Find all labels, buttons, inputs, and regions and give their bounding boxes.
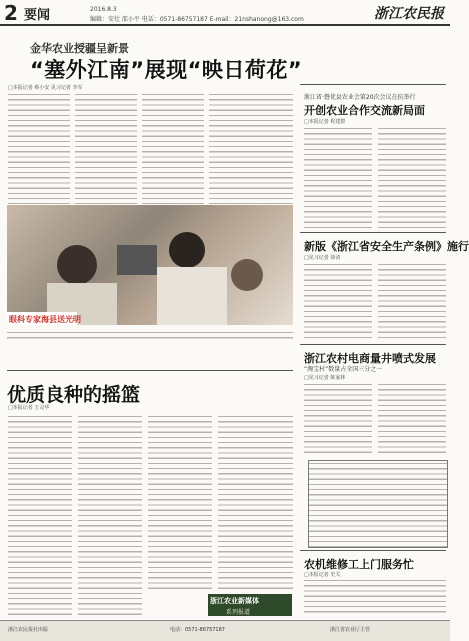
right-text-3b <box>378 382 446 456</box>
lead-photo-image <box>7 205 293 325</box>
right-text-2b <box>378 262 446 340</box>
right-text-4 <box>304 578 446 616</box>
right-rule-1 <box>300 84 446 85</box>
mid-text-col-3 <box>148 414 212 590</box>
lead-text-col-4 <box>209 92 293 204</box>
footer-left: 浙江农民报社出版 <box>8 627 49 633</box>
right-subtitle-1: 浙江省·磐优县农业会第20次会议在抗举行 <box>304 94 416 101</box>
right-headline-1: 开创农业合作交流新局面 <box>304 104 425 117</box>
mid-byline: □本报记者 王灵华 <box>8 405 50 411</box>
right-text-3a <box>304 382 372 456</box>
right-boxed-note <box>308 460 448 548</box>
footer-mid: 电话：0571-86757187 <box>170 627 225 633</box>
lead-text-col-3 <box>142 92 204 204</box>
page-number: 2 <box>4 1 18 25</box>
footer-right: 浙江省农业厅主管 <box>330 627 371 633</box>
right-headline-4: 农机维修工上门服务忙 <box>304 558 414 571</box>
right-rule-3 <box>300 344 446 345</box>
section-title: 要闻 <box>24 8 51 23</box>
right-headline-3: 浙江农村电商量井喷式发展 <box>304 352 436 365</box>
mid-rule <box>7 370 293 371</box>
lead-text-col-1 <box>8 92 70 204</box>
lead-photo <box>7 205 293 325</box>
lead-text-col-2 <box>75 92 137 204</box>
page-footer <box>0 620 450 641</box>
lead-byline: □本报记者 蔡小安 见习记者 李军 <box>8 85 83 91</box>
date-line: 2016.8.3 <box>90 6 117 13</box>
editor-line: 编辑：安灶 邵小平 电话：0571-86757187 E-mail：21nshanong@163.com <box>90 16 304 23</box>
right-subtitle-3: “淘宝村”数量占全国三分之一 <box>304 366 383 373</box>
mid-text-col-4 <box>218 414 293 590</box>
right-byline-4: □本报记者 史关 <box>304 572 341 578</box>
lead-deck: 金华农业授疆呈新景 <box>30 42 129 55</box>
mid-text-col-1 <box>8 414 72 616</box>
right-rule-4 <box>300 550 446 551</box>
right-text-1b <box>378 126 446 228</box>
right-rule-2 <box>300 232 446 233</box>
right-text-2a <box>304 262 372 340</box>
right-byline-3: □见习记者 陈家林 <box>304 375 346 381</box>
ad-title: 浙江农业新媒体 <box>210 597 259 605</box>
right-text-1a <box>304 126 372 228</box>
mid-headline: 优质良种的摇篮 <box>7 384 141 406</box>
right-headline-2: 新版《浙江省安全生产条例》施行 <box>304 240 469 253</box>
right-byline-1: □本报记者 程建群 <box>304 119 346 125</box>
masthead-logo: 浙江农民报 <box>374 6 444 22</box>
photo-label: 眼科专家海县送光明 <box>9 315 81 324</box>
photo-caption <box>7 330 293 342</box>
ad-subtitle: 系列报道 <box>226 609 251 616</box>
right-byline-2: □见习记者 徐清 <box>304 255 341 261</box>
lead-headline: “塞外江南”展现“映日荷花” <box>30 58 303 82</box>
mid-text-col-2 <box>78 414 142 616</box>
